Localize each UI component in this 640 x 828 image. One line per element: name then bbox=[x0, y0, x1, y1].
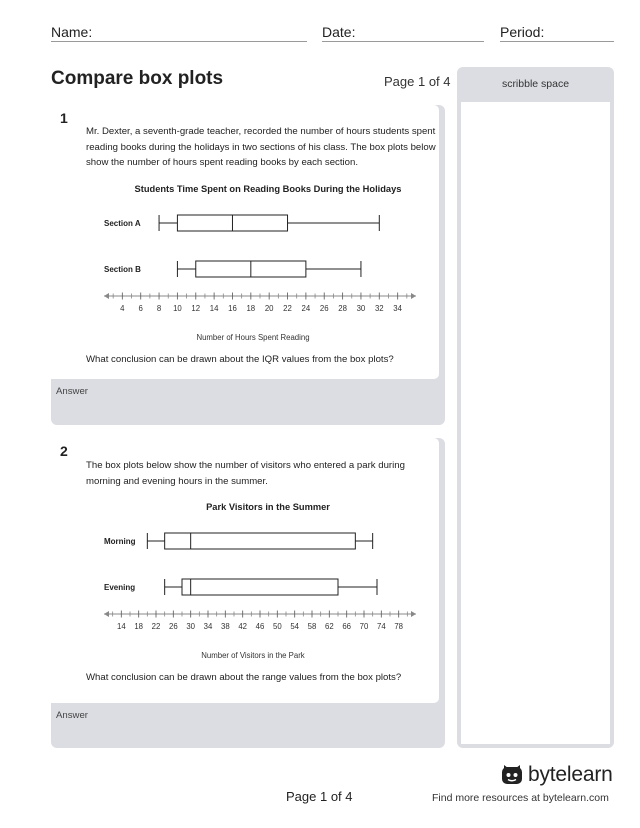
x-tick-label: 26 bbox=[168, 622, 178, 631]
x-axis-arrow-right bbox=[411, 293, 416, 299]
question-prompt-2: What conclusion can be drawn about the range values from the box plots? bbox=[86, 672, 402, 683]
boxplot-chart-2 bbox=[86, 496, 438, 668]
x-tick-label: 12 bbox=[191, 304, 201, 313]
brand-name: bytelearn bbox=[528, 763, 613, 786]
question-prompt-1: What conclusion can be drawn about the IQR values from the box plots? bbox=[86, 354, 394, 365]
x-tick-label: 66 bbox=[342, 622, 352, 631]
series-label: Section A bbox=[104, 219, 141, 228]
x-tick-label: 42 bbox=[238, 622, 248, 631]
x-axis-label: Number of Visitors in the Park bbox=[201, 651, 305, 660]
x-axis-arrow-right bbox=[411, 611, 416, 617]
x-tick-label: 46 bbox=[255, 622, 265, 631]
question-number-2: 2 bbox=[60, 443, 68, 459]
x-tick-label: 6 bbox=[138, 304, 143, 313]
x-tick-label: 58 bbox=[307, 622, 317, 631]
x-tick-label: 30 bbox=[186, 622, 196, 631]
series-label: Evening bbox=[104, 583, 136, 592]
x-tick-label: 32 bbox=[374, 304, 384, 313]
name-label: Name: bbox=[51, 24, 93, 40]
x-tick-label: 74 bbox=[376, 622, 386, 631]
brand-tagline[interactable]: Find more resources at bytelearn.com bbox=[432, 792, 609, 804]
series-label: Section B bbox=[104, 265, 141, 274]
bytelearn-logo-icon bbox=[501, 764, 523, 786]
x-tick-label: 24 bbox=[301, 304, 311, 313]
iqr-box bbox=[165, 533, 356, 549]
chart-title: Students Time Spent on Reading Books During the Holidays bbox=[134, 184, 402, 194]
x-tick-label: 34 bbox=[393, 304, 402, 313]
x-tick-label: 54 bbox=[290, 622, 300, 631]
x-tick-label: 10 bbox=[173, 304, 182, 313]
period-label: Period: bbox=[500, 24, 545, 40]
scribble-area[interactable] bbox=[461, 102, 610, 744]
x-tick-label: 16 bbox=[228, 304, 237, 313]
question-text-1: Mr. Dexter, a seventh-grade teacher, recorded the number of hours students spent reading books during the holidays in two sections of his class. The box plots below show the number of hours spent reading books by each section. bbox=[86, 126, 436, 168]
x-tick-label: 30 bbox=[356, 304, 366, 313]
x-tick-label: 50 bbox=[272, 622, 282, 631]
x-tick-label: 28 bbox=[338, 304, 347, 313]
x-tick-label: 26 bbox=[319, 304, 329, 313]
series-label: Morning bbox=[104, 537, 136, 546]
x-tick-label: 4 bbox=[120, 304, 125, 313]
x-axis-arrow-left bbox=[104, 293, 109, 299]
x-tick-label: 18 bbox=[134, 622, 144, 631]
scribble-panel bbox=[457, 67, 614, 748]
x-tick-label: 14 bbox=[116, 622, 126, 631]
answer-label-1[interactable]: Answer bbox=[56, 386, 88, 397]
x-tick-label: 8 bbox=[156, 304, 162, 313]
x-axis-arrow-left bbox=[104, 611, 109, 617]
question-number-1: 1 bbox=[60, 110, 68, 126]
x-tick-label: 34 bbox=[203, 622, 213, 631]
x-tick-label: 20 bbox=[264, 304, 274, 313]
question-text-2: The box plots below show the number of visitors who entered a park during morning and evening hours in the summer. bbox=[86, 460, 405, 487]
worksheet-title: Compare box plots bbox=[51, 68, 224, 89]
date-line[interactable] bbox=[322, 41, 484, 42]
brand-logo[interactable] bbox=[501, 762, 613, 788]
x-tick-label: 22 bbox=[283, 304, 292, 313]
x-tick-label: 62 bbox=[324, 622, 334, 631]
x-tick-label: 22 bbox=[151, 622, 161, 631]
boxplot-chart-1 bbox=[86, 178, 438, 350]
name-line[interactable] bbox=[51, 41, 307, 42]
answer-label-2[interactable]: Answer bbox=[56, 710, 88, 721]
page-indicator-bottom: Page 1 of 4 bbox=[286, 789, 353, 804]
x-axis-label: Number of Hours Spent Reading bbox=[196, 333, 310, 342]
period-line[interactable] bbox=[500, 41, 614, 42]
x-tick-label: 38 bbox=[220, 622, 230, 631]
chart-title: Park Visitors in the Summer bbox=[206, 502, 330, 512]
x-tick-label: 78 bbox=[394, 622, 404, 631]
x-tick-label: 14 bbox=[209, 304, 219, 313]
page-indicator-top: Page 1 of 4 bbox=[384, 74, 451, 89]
x-tick-label: 18 bbox=[246, 304, 256, 313]
iqr-box bbox=[182, 579, 338, 595]
date-label: Date: bbox=[322, 24, 356, 40]
x-tick-label: 70 bbox=[359, 622, 369, 631]
scribble-label: scribble space bbox=[501, 78, 570, 90]
